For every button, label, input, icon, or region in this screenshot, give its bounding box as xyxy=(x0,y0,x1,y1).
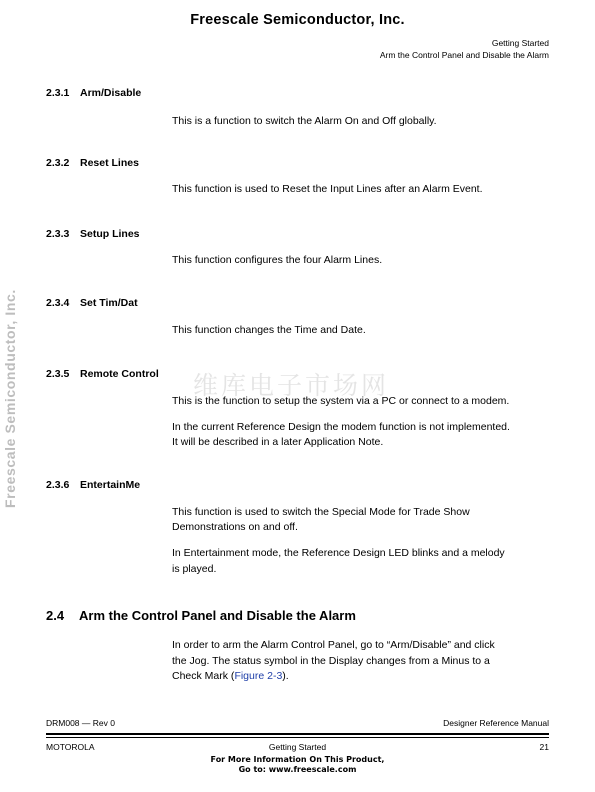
section-number: 2.3.3 xyxy=(46,228,70,240)
watermark-text: 维库电子市场网 xyxy=(193,371,390,400)
section-title: Arm/Disable xyxy=(80,87,142,99)
paragraph-line: is played. xyxy=(172,563,217,575)
heading-2-3-3 xyxy=(46,228,140,240)
footer-rule-thin xyxy=(46,737,549,738)
text-span: ). xyxy=(282,670,289,682)
page-number: 21 xyxy=(539,742,549,752)
text-span: Check Mark ( xyxy=(172,670,235,682)
figure-link[interactable]: Figure 2-3 xyxy=(234,670,283,682)
footer-rule-thick xyxy=(46,733,549,735)
paragraph-line: In the current Reference Design the modem function is not implemented. xyxy=(172,421,510,433)
paragraph-line: In order to arm the Alarm Control Panel, go to “Arm/Disable” and click xyxy=(172,639,495,651)
heading-2-3-2 xyxy=(46,157,139,169)
side-company-text: Freescale Semiconductor, Inc. xyxy=(2,289,18,508)
section-number: 2.3.5 xyxy=(46,368,70,380)
paragraph-line xyxy=(172,669,552,684)
section-number: 2.3.2 xyxy=(46,157,70,169)
paragraph-line: In Entertainment mode, the Reference Design LED blinks and a melody xyxy=(172,547,505,559)
footer-doc-id: DRM008 — Rev 0 xyxy=(46,718,115,728)
paragraph: This is a function to switch the Alarm On and Off globally. xyxy=(172,115,437,127)
section-title: Setup Lines xyxy=(80,228,140,240)
footer-company: MOTOROLA xyxy=(46,742,95,752)
heading-2-3-1 xyxy=(46,87,141,99)
section-title: Reset Lines xyxy=(80,157,139,169)
section-number: 2.4 xyxy=(46,608,65,623)
heading-2-4 xyxy=(46,608,356,623)
section-number: 2.3.4 xyxy=(46,297,70,309)
paragraph-line: This function is used to switch the Special Mode for Trade Show xyxy=(172,506,470,518)
paragraph: This is the function to setup the system via a PC or connect to a modem. xyxy=(172,395,510,407)
paragraph: This function is used to Reset the Input Lines after an Alarm Event. xyxy=(172,183,483,195)
section-title: EntertainMe xyxy=(80,479,141,491)
heading-2-3-5 xyxy=(46,368,159,380)
section-title: Set Tim/Dat xyxy=(80,297,138,309)
footer-promo-line-2: Go to: www.freescale.com xyxy=(238,765,357,774)
section-title: Arm the Control Panel and Disable the Alarm xyxy=(79,608,356,623)
section-title: Remote Control xyxy=(80,368,159,380)
footer-section: Getting Started xyxy=(268,742,327,752)
footer-promo-line-1: For More Information On This Product, xyxy=(210,755,385,764)
section-number: 2.3.1 xyxy=(46,87,70,99)
paragraph-line: the Jog. The status symbol in the Display changes from a Minus to a xyxy=(172,655,490,667)
footer-manual-title: Designer Reference Manual xyxy=(443,718,549,728)
paragraph: This function configures the four Alarm Lines. xyxy=(172,254,383,266)
paragraph-line: It will be described in a later Application Note. xyxy=(172,436,384,448)
running-header-subsection: Arm the Control Panel and Disable the Alarm xyxy=(379,50,549,60)
paragraph-line: Demonstrations on and off. xyxy=(172,521,298,533)
running-header-section: Getting Started xyxy=(491,38,549,48)
paragraph: This function changes the Time and Date. xyxy=(172,324,366,336)
company-title: Freescale Semiconductor, Inc. xyxy=(190,12,405,28)
section-number: 2.3.6 xyxy=(46,479,70,491)
heading-2-3-6 xyxy=(46,479,140,491)
heading-2-3-4 xyxy=(46,297,138,309)
